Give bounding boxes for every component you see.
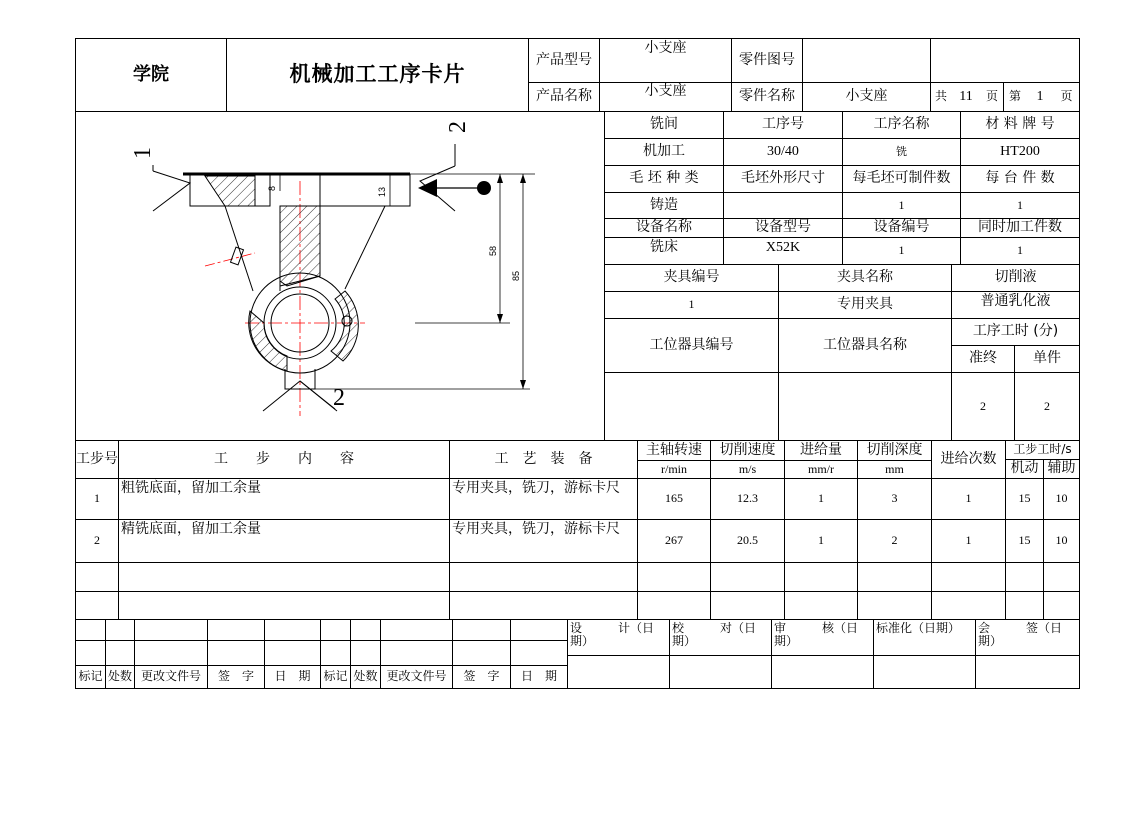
speed-header: 切削速度	[719, 441, 776, 458]
section-hatch	[205, 176, 358, 371]
parts-per-blank: 1	[898, 197, 905, 212]
depth-unit: mm	[885, 461, 904, 476]
aux-header: 辅助	[1047, 460, 1076, 477]
process-no-label: 工序号	[762, 116, 804, 133]
count-label: 处数	[107, 669, 132, 684]
table-row-1-no: 1	[94, 491, 100, 506]
part-drawing-no-label: 零件图号	[739, 51, 795, 68]
part-name: 小支座	[845, 88, 888, 105]
step-time-header: 工步工时/s	[1013, 442, 1072, 457]
depth-header: 切削深度	[866, 441, 923, 458]
page-title: 机械加工工序卡片	[289, 62, 466, 87]
clamp-point-icon	[477, 181, 491, 195]
table-row-2-spindle: 267	[665, 533, 683, 548]
equip-model: X52K	[765, 240, 801, 255]
parts-per-blank-label: 每毛坯可制件数	[852, 170, 951, 187]
table-row-1-equipment: 专用夹具，铣刀，游标卡尺	[452, 480, 620, 496]
spindle-unit: r/min	[661, 461, 687, 476]
simul: 1	[1017, 243, 1023, 258]
change-doc-label-2: 更改文件号	[386, 669, 447, 684]
dim-13: 13	[377, 186, 387, 197]
label-2-top: 2	[445, 121, 471, 133]
current-page: 1	[1036, 89, 1044, 105]
blank-size-label: 毛坯外形尺寸	[741, 170, 825, 187]
page-unit-2: 页	[1060, 89, 1073, 104]
design-signoff: 设 计（日期）	[570, 621, 655, 649]
date-label-2: 日 期	[520, 669, 557, 684]
equipment-header: 工 艺 装 备	[494, 450, 593, 467]
feed-unit: mm/r	[808, 461, 834, 476]
content-header: 工 步 内 容	[214, 450, 354, 467]
page-unit-1: 页	[985, 89, 998, 104]
fixture-no-label: 夹具编号	[663, 269, 720, 286]
table-row-1-spindle: 165	[665, 491, 683, 506]
coolant: 普通乳化液	[980, 293, 1051, 309]
unit-label: 单件	[1033, 350, 1061, 367]
step-no-header: 工步号	[76, 450, 118, 467]
mark-label-2: 标记	[323, 669, 348, 684]
oil-hole	[231, 247, 244, 265]
equip-name-label: 设备名称	[636, 219, 692, 236]
equip-no-label: 设备编号	[873, 219, 930, 236]
spindle-header: 主轴转速	[646, 441, 702, 458]
product-name-label: 产品名称	[536, 88, 592, 105]
equip-name: 铣床	[650, 239, 678, 255]
station-tool-name-label: 工位器具名称	[823, 336, 907, 353]
table-row-2-content: 精铣底面，留加工余量	[121, 521, 261, 537]
table-row-1-machine: 15	[1018, 491, 1031, 506]
dim-85: 85	[511, 270, 521, 281]
prep-label: 准终	[969, 350, 997, 367]
label-2-bottom: 2	[333, 385, 345, 411]
table-row-2-feed: 1	[818, 533, 824, 548]
parts-per-unit: 1	[1017, 197, 1023, 212]
standard-signoff: 标准化（日期）	[876, 621, 961, 635]
product-model-label: 产品型号	[536, 51, 592, 68]
parts-per-unit-label: 每 台 件 数	[985, 170, 1055, 187]
workshop: 机加工	[643, 143, 685, 160]
table-row-1-aux: 10	[1055, 491, 1068, 506]
machine-header: 机动	[1010, 460, 1039, 477]
table-row-1-content: 粗铣底面，留加工余量	[121, 480, 261, 496]
sign-label: 签 字	[217, 669, 254, 684]
countersign-signoff: 会 签（日期）	[978, 621, 1063, 649]
table-row-1-speed: 12.3	[737, 491, 758, 506]
table-row-1-passes: 1	[965, 491, 972, 506]
school-name: 学院	[133, 64, 169, 86]
unit-time: 2	[1044, 398, 1050, 413]
fixture-name-label: 夹具名称	[837, 269, 893, 286]
passes-header: 进给次数	[940, 450, 997, 467]
product-name: 小支座	[644, 82, 687, 99]
table-row-2-machine: 15	[1018, 533, 1031, 548]
dim-58: 58	[488, 245, 498, 256]
process-time-label: 工序工时 (分)	[972, 323, 1059, 340]
label-1: 1	[130, 147, 156, 159]
total-pages: 11	[959, 89, 973, 105]
date-label: 日 期	[274, 669, 311, 684]
process-no: 30/40	[767, 144, 799, 160]
equip-no: 1	[898, 243, 905, 258]
blank-size	[724, 193, 842, 218]
blank-type: 铸造	[650, 196, 678, 213]
part-name-label: 零件名称	[739, 88, 795, 105]
fixture-name: 专用夹具	[837, 296, 893, 313]
prep-time: 2	[980, 398, 986, 413]
speed-unit: m/s	[738, 461, 757, 476]
total-label: 共	[934, 89, 947, 104]
table-row-2-no: 2	[94, 533, 100, 548]
table-row-2-depth: 2	[891, 533, 898, 548]
table-row-2-equipment: 专用夹具，铣刀，游标卡尺	[452, 521, 620, 537]
table-row-1-feed: 1	[818, 491, 824, 506]
blank-type-label: 毛 坯 种 类	[629, 170, 699, 187]
table-row-2-speed: 20.5	[737, 533, 758, 548]
dim-8: 8	[267, 185, 277, 191]
table-row-2-passes: 1	[965, 533, 972, 548]
part-drawing-no	[803, 39, 930, 82]
review-signoff: 审 核（日期）	[774, 621, 859, 649]
coolant-label: 切削液	[994, 269, 1037, 286]
material: HT200	[1000, 144, 1040, 160]
count-label-2: 处数	[353, 669, 378, 684]
table-row-1-depth: 3	[891, 491, 898, 506]
simul-label: 同时加工件数	[978, 219, 1062, 236]
material-label: 材 料 牌 号	[985, 116, 1055, 133]
sign-label-2: 签 字	[463, 669, 500, 684]
change-doc-label: 更改文件号	[140, 669, 201, 684]
fixture-no: 1	[688, 297, 695, 312]
feed-header: 进给量	[800, 441, 842, 458]
check-signoff: 校 对（日期）	[672, 621, 757, 649]
table-row-2-aux: 10	[1055, 533, 1068, 548]
product-model: 小支座	[644, 40, 687, 56]
process-name-label: 工序名称	[873, 116, 930, 133]
current-label: 第	[1008, 89, 1021, 104]
equip-model-label: 设备型号	[755, 219, 811, 236]
workshop-label: 铣间	[650, 116, 678, 133]
mark-label: 标记	[78, 669, 103, 684]
station-tool-no-label: 工位器具编号	[649, 336, 734, 353]
part-drawing	[75, 111, 604, 440]
process-name: 铣	[896, 144, 907, 158]
